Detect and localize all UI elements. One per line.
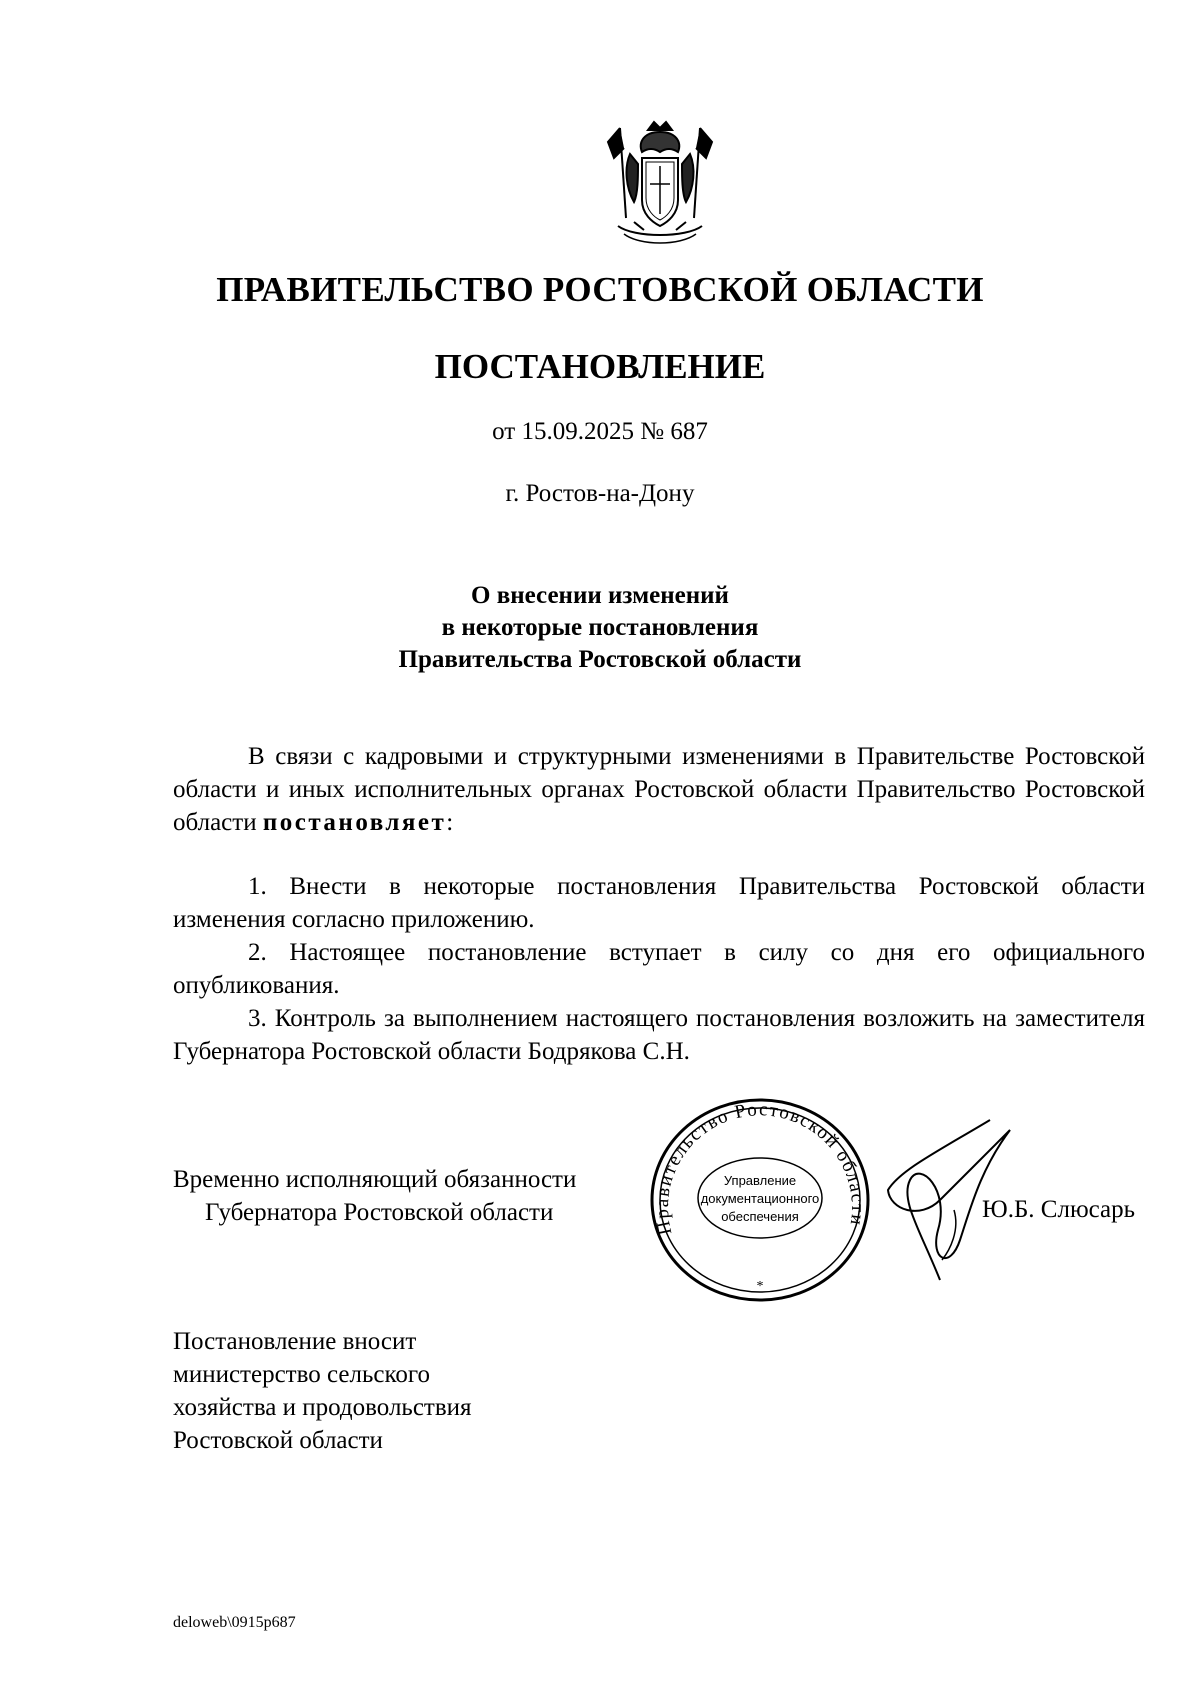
signatory-position — [173, 1163, 653, 1229]
resolution-item: 1. Внести в некоторые постановления Правительства Ростовской области изменения согласно приложению. — [173, 873, 1145, 933]
preamble-paragraph — [173, 740, 1145, 839]
position-line: Губернатора Ростовской области — [205, 1199, 554, 1226]
resolution-items — [173, 870, 1145, 1068]
resolution-item: 3. Контроль за выполнением настоящего постановления возложить на заместителя Губернатора Ростовской области Бодрякова С.Н. — [173, 1005, 1145, 1065]
subject-line: в некоторые постановления — [441, 614, 759, 641]
note-line: Постановление вносит — [173, 1328, 417, 1355]
note-line: министерство сельского — [173, 1361, 430, 1388]
preamble-suffix: : — [446, 809, 454, 836]
seal-outer-text: Правительство Ростовской области — [651, 1099, 869, 1237]
seal-inner-line: обеспечения — [721, 1209, 799, 1224]
coat-of-arms-icon — [604, 118, 716, 250]
subject-line: О внесении изменений — [471, 582, 729, 609]
submitted-by-note — [173, 1325, 472, 1457]
seal-inner-line: документационного — [700, 1191, 820, 1206]
signatory-name: Ю.Б. Слюсарь — [982, 1196, 1136, 1223]
resolves-word: постановляет — [262, 809, 447, 836]
seal-star-icon: * — [756, 1279, 764, 1294]
note-line: хозяйства и продовольствия — [173, 1394, 472, 1421]
document-subject — [0, 580, 1200, 676]
seal-inner-line: Управление — [723, 1173, 797, 1188]
resolution-item: 2. Настоящее постановление вступает в силу со дня его официального опубликования. — [173, 939, 1145, 999]
city-line: г. Ростов-на-Дону — [505, 480, 695, 507]
preamble-text: В связи с кадровыми и структурными изменениями в Правительстве Ростовской области и иных исполнительных органах Ростовской области Правительство Ростовской области — [173, 743, 1145, 836]
official-seal-stamp — [640, 1090, 880, 1310]
file-code: deloweb\0915p687 — [173, 1614, 296, 1631]
date-number-line: от 15.09.2025 № 687 — [492, 418, 708, 445]
government-title: ПРАВИТЕЛЬСТВО РОСТОВСКОЙ ОБЛАСТИ — [216, 270, 984, 309]
note-line: Ростовской области — [173, 1427, 383, 1454]
preamble-block — [173, 740, 1145, 839]
subject-line: Правительства Ростовской области — [398, 646, 802, 673]
document-type-heading: ПОСТАНОВЛЕНИЕ — [434, 347, 766, 386]
position-line: Временно исполняющий обязанности — [173, 1166, 577, 1193]
